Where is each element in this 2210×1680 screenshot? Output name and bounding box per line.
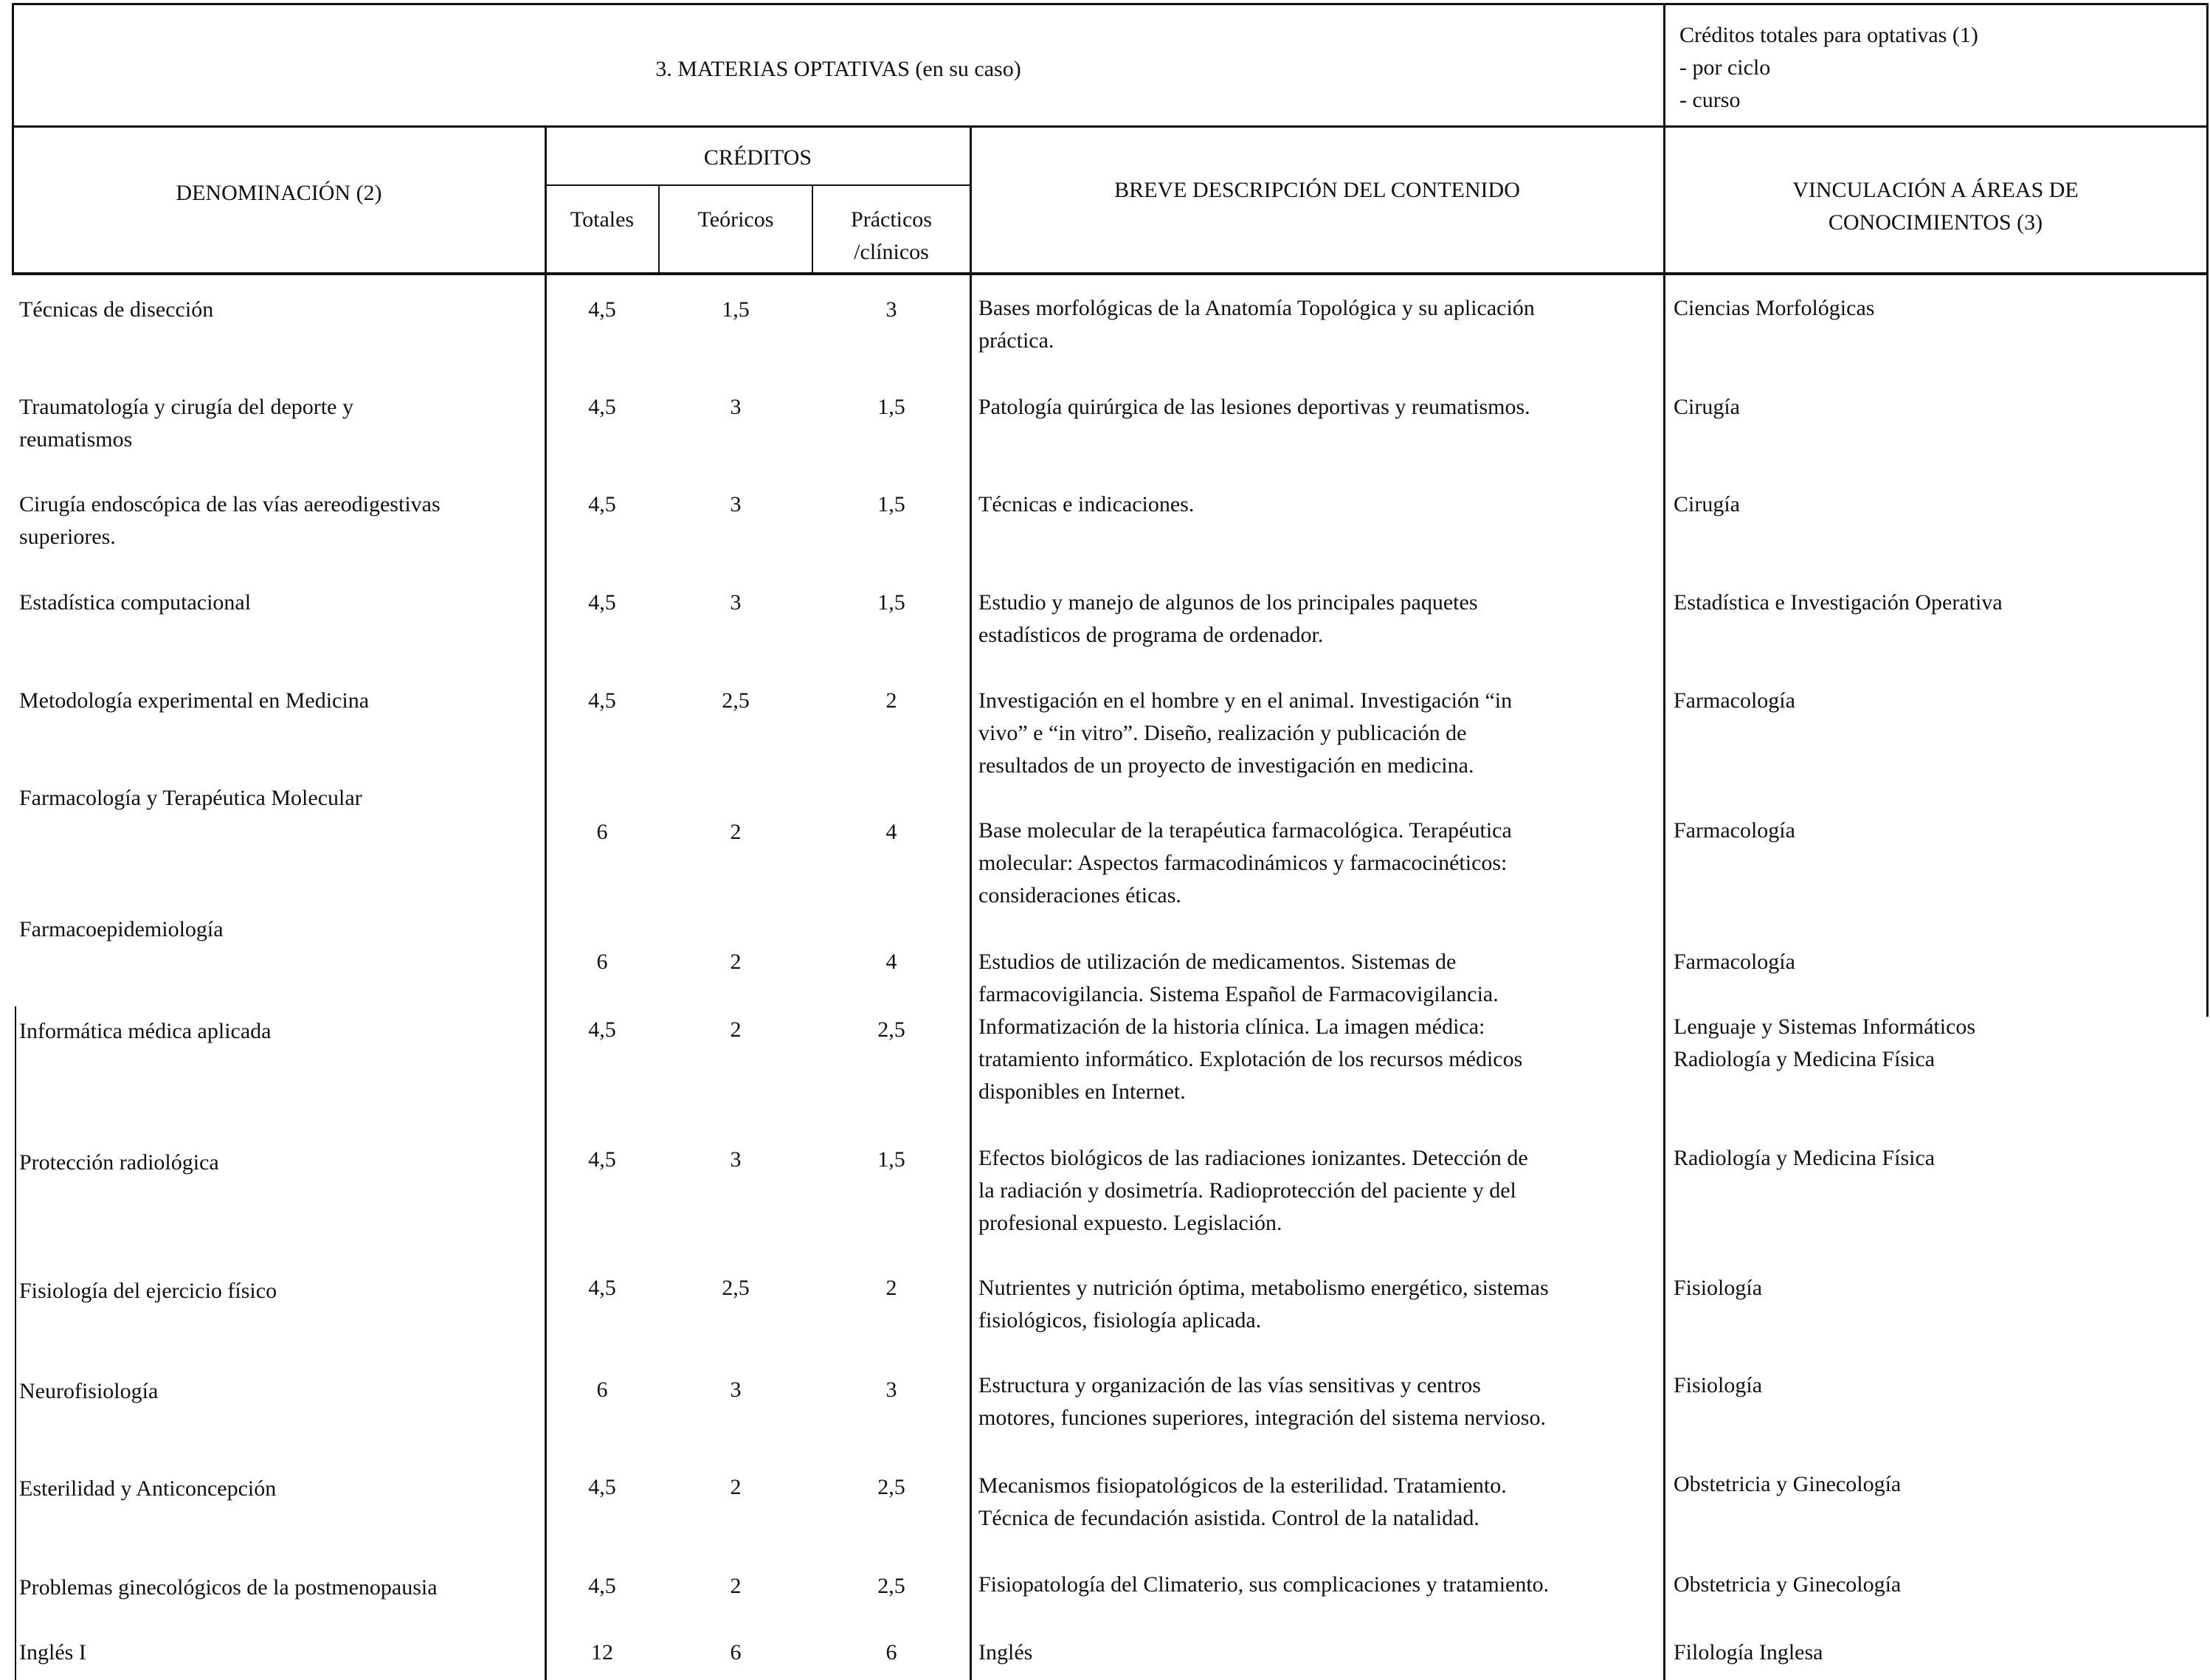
row-name: superiores. bbox=[19, 525, 116, 549]
row-teoricos: 6 bbox=[730, 1640, 742, 1665]
table-top-border bbox=[12, 3, 2209, 5]
row-area: Cirugía bbox=[1674, 492, 1740, 516]
row-area: Farmacología bbox=[1674, 818, 1795, 843]
table-right-border bbox=[2206, 3, 2209, 1017]
row-area: Obstetricia y Ginecología bbox=[1674, 1472, 1902, 1496]
row-totales: 4,5 bbox=[588, 1276, 616, 1300]
row-name: Cirugía endoscópica de las vías aereodigestivas bbox=[19, 492, 441, 516]
row-area: Estadística e Investigación Operativa bbox=[1674, 590, 2003, 615]
row-area: Fisiología bbox=[1674, 1373, 1763, 1397]
row-description: Técnicas e indicaciones. bbox=[978, 492, 1195, 516]
row-practicos: 6 bbox=[885, 1640, 897, 1665]
row-practicos: 2 bbox=[885, 688, 897, 713]
row-description: tratamiento informático. Explotación de los recursos médicos bbox=[978, 1047, 1523, 1071]
row-teoricos: 3 bbox=[730, 1377, 742, 1402]
row-description: práctica. bbox=[978, 328, 1054, 353]
column-divider-4 bbox=[970, 127, 972, 1680]
row-description: Bases morfológicas de la Anatomía Topológica y su aplicación bbox=[978, 296, 1535, 320]
row-name: Estadística computacional bbox=[19, 590, 252, 615]
row-area: Cirugía bbox=[1674, 395, 1740, 419]
credits-note-line-1: Créditos totales para optativas (1) bbox=[1679, 23, 1978, 47]
row-name: Protección radiológica bbox=[19, 1150, 219, 1175]
row-teoricos: 2 bbox=[730, 1574, 742, 1598]
row-practicos: 1,5 bbox=[877, 590, 905, 615]
header-bottom-border bbox=[12, 125, 2209, 128]
column-header-practicos-line-2: /clínicos bbox=[854, 240, 929, 264]
row-name: Farmacología y Terapéutica Molecular bbox=[19, 786, 362, 810]
row-description: Fisiopatología del Climaterio, sus complicaciones y tratamiento. bbox=[978, 1572, 1550, 1597]
column-header-denominacion: DENOMINACIÓN (2) bbox=[176, 181, 382, 205]
row-practicos: 1,5 bbox=[877, 492, 905, 516]
row-name: Metodología experimental en Medicina bbox=[19, 688, 370, 713]
column-header-teoricos: Teóricos bbox=[697, 207, 774, 232]
row-description: Estudio y manejo de algunos de los principales paquetes bbox=[978, 590, 1478, 615]
row-description: resultados de un proyecto de investigación en medicina. bbox=[978, 753, 1474, 778]
row-description: Estructura y organización de las vías sensitivas y centros bbox=[978, 1373, 1481, 1397]
row-totales: 4,5 bbox=[588, 395, 616, 419]
column-divider-1 bbox=[545, 127, 547, 1680]
row-practicos: 2,5 bbox=[877, 1017, 905, 1042]
row-totales: 12 bbox=[591, 1640, 613, 1665]
row-teoricos: 1,5 bbox=[722, 297, 750, 322]
row-description: la radiación y dosimetría. Radioprotección del paciente y del bbox=[978, 1178, 1516, 1203]
column-header-descripcion: BREVE DESCRIPCIÓN DEL CONTENIDO bbox=[1114, 178, 1520, 202]
row-description: Base molecular de la terapéutica farmacológica. Terapéutica bbox=[978, 818, 1512, 843]
row-description: farmacovigilancia. Sistema Español de Farmacovigilancia. bbox=[978, 982, 1499, 1006]
row-name: Esterilidad y Anticoncepción bbox=[19, 1476, 277, 1501]
table-left-border bbox=[12, 3, 14, 273]
row-area: Farmacología bbox=[1674, 688, 1795, 713]
credits-note-line-2: - por ciclo bbox=[1679, 55, 1771, 80]
row-area: Ciencias Morfológicas bbox=[1674, 296, 1875, 320]
row-description: Mecanismos fisiopatológicos de la esterilidad. Tratamiento. bbox=[978, 1473, 1507, 1498]
row-totales: 4,5 bbox=[588, 1147, 616, 1172]
column-header-bottom-border bbox=[12, 272, 2209, 275]
row-name: Farmacoepidemiología bbox=[19, 917, 224, 941]
row-name: Técnicas de disección bbox=[19, 297, 214, 322]
row-teoricos: 2 bbox=[730, 1475, 742, 1499]
row-teoricos: 2,5 bbox=[722, 688, 750, 713]
row-practicos: 1,5 bbox=[877, 1147, 905, 1172]
section-title: 3. MATERIAS OPTATIVAS (en su caso) bbox=[655, 57, 1021, 81]
row-totales: 6 bbox=[596, 1377, 608, 1402]
row-practicos: 4 bbox=[885, 950, 897, 974]
row-name: Problemas ginecológicos de la postmenopausia bbox=[19, 1575, 438, 1600]
row-description: Nutrientes y nutrición óptima, metabolismo energético, sistemas bbox=[978, 1276, 1549, 1300]
row-description: fisiológicos, fisiología aplicada. bbox=[978, 1308, 1262, 1332]
row-name: Neurofisiología bbox=[19, 1379, 159, 1403]
header-divider bbox=[1663, 3, 1665, 127]
row-teoricos: 3 bbox=[730, 395, 742, 419]
row-description: estadísticos de programa de ordenador. bbox=[978, 623, 1324, 647]
row-teoricos: 3 bbox=[730, 590, 742, 615]
row-totales: 4,5 bbox=[588, 1574, 616, 1598]
row-name: reumatismos bbox=[19, 427, 133, 452]
row-area: Lenguaje y Sistemas Informáticos bbox=[1674, 1014, 1976, 1039]
column-header-practicos-line-1: Prácticos bbox=[851, 207, 932, 232]
row-name: Informática médica aplicada bbox=[19, 1019, 272, 1043]
row-name: Traumatología y cirugía del deporte y bbox=[19, 395, 353, 419]
body-left-border bbox=[15, 1006, 16, 1680]
row-teoricos: 2,5 bbox=[722, 1276, 750, 1300]
row-name: Fisiología del ejercicio físico bbox=[19, 1279, 277, 1303]
row-teoricos: 3 bbox=[730, 1147, 742, 1172]
row-description: molecular: Aspectos farmacodinámicos y farmacocinéticos: bbox=[978, 851, 1508, 875]
row-area: Radiología y Medicina Física bbox=[1674, 1146, 1936, 1170]
column-header-totales: Totales bbox=[570, 207, 635, 232]
row-totales: 6 bbox=[596, 950, 608, 974]
row-name: Inglés I bbox=[19, 1640, 86, 1665]
column-divider-5 bbox=[1663, 127, 1665, 1680]
row-totales: 4,5 bbox=[588, 1017, 616, 1042]
row-area: Farmacología bbox=[1674, 950, 1795, 974]
row-totales: 4,5 bbox=[588, 590, 616, 615]
row-teoricos: 2 bbox=[730, 950, 742, 974]
column-header-vinculacion-line-1: VINCULACIÓN A ÁREAS DE bbox=[1792, 178, 2079, 202]
creditos-subheader-border bbox=[546, 184, 970, 186]
row-description: Investigación en el hombre y en el animal. Investigación “in bbox=[978, 688, 1513, 713]
credits-note-line-3: - curso bbox=[1679, 88, 1741, 112]
row-area: Obstetricia y Ginecología bbox=[1674, 1572, 1902, 1597]
row-practicos: 3 bbox=[885, 297, 897, 322]
row-teoricos: 3 bbox=[730, 492, 742, 516]
column-header-vinculacion-line-2: CONOCIMIENTOS (3) bbox=[1828, 210, 2043, 235]
row-description: Informatización de la historia clínica. La imagen médica: bbox=[978, 1014, 1485, 1039]
row-description: Inglés bbox=[978, 1640, 1033, 1665]
row-totales: 6 bbox=[596, 820, 608, 844]
row-practicos: 2 bbox=[885, 1276, 897, 1300]
row-practicos: 2,5 bbox=[877, 1475, 905, 1499]
column-header-creditos: CRÉDITOS bbox=[703, 145, 812, 170]
row-description: Efectos biológicos de las radiaciones ionizantes. Detección de bbox=[978, 1146, 1528, 1170]
row-description: consideraciones éticas. bbox=[978, 883, 1181, 908]
row-description: motores, funciones superiores, integración del sistema nervioso. bbox=[978, 1406, 1546, 1430]
row-area: Fisiología bbox=[1674, 1276, 1763, 1300]
row-totales: 4,5 bbox=[588, 1475, 616, 1499]
row-description: Estudios de utilización de medicamentos. Sistemas de bbox=[978, 950, 1457, 974]
row-practicos: 4 bbox=[885, 820, 897, 844]
row-practicos: 3 bbox=[885, 1377, 897, 1402]
row-area: Radiología y Medicina Física bbox=[1674, 1047, 1936, 1071]
row-description: Patología quirúrgica de las lesiones deportivas y reumatismos. bbox=[978, 395, 1530, 419]
row-description: profesional expuesto. Legislación. bbox=[978, 1211, 1282, 1235]
row-practicos: 2,5 bbox=[877, 1574, 905, 1598]
row-totales: 4,5 bbox=[588, 492, 616, 516]
row-teoricos: 2 bbox=[730, 1017, 742, 1042]
row-area: Filología Inglesa bbox=[1674, 1640, 1823, 1665]
row-practicos: 1,5 bbox=[877, 395, 905, 419]
row-description: Técnica de fecundación asistida. Control de la natalidad. bbox=[978, 1506, 1479, 1530]
row-description: vivo” e “in vitro”. Diseño, realización y publicación de bbox=[978, 721, 1467, 745]
row-totales: 4,5 bbox=[588, 297, 616, 322]
row-description: disponibles en Internet. bbox=[978, 1079, 1186, 1104]
row-teoricos: 2 bbox=[730, 820, 742, 844]
row-totales: 4,5 bbox=[588, 688, 616, 713]
